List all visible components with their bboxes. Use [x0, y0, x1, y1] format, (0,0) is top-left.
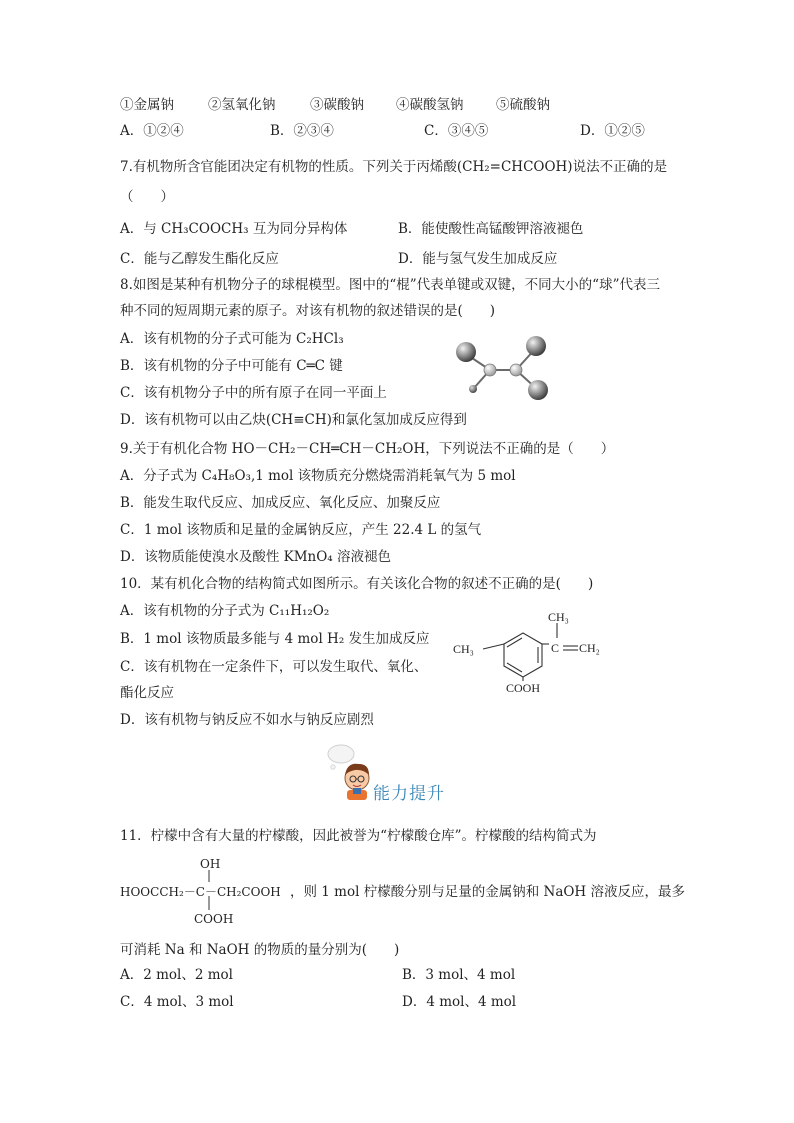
- q6-option-b[interactable]: B．②③④: [270, 123, 334, 139]
- q6-item-1: ①金属钠: [120, 97, 174, 113]
- double-bond-inner-line: [507, 663, 522, 672]
- q11-option-c[interactable]: C．4 mol、3 mol: [120, 994, 234, 1010]
- small-atom-ball: [469, 385, 477, 393]
- medium-atom-ball: [484, 364, 496, 376]
- q6-option-c[interactable]: C．③④⑤: [424, 123, 489, 139]
- carboxyl-label: COOH: [506, 681, 541, 695]
- q9-option-c[interactable]: C．1 mol 该物质和足量的金属钠反应，产生 22.4 L 的氢气: [120, 522, 482, 538]
- q6-item-4: ④碳酸氢钠: [396, 97, 464, 113]
- medium-atom-ball: [510, 364, 522, 376]
- q10-stem: 10．某有机化合物的结构简式如图所示。有关该化合物的叙述不正确的是( ): [120, 576, 594, 592]
- vinyl-carbon-label: C: [551, 641, 560, 655]
- q7-option-b[interactable]: B．能使酸性高锰酸钾溶液褪色: [398, 221, 584, 237]
- q11-struct-cooh: COOH: [194, 912, 234, 926]
- large-atom-ball: [456, 342, 476, 362]
- q10-option-a[interactable]: A．该有机物的分子式为 C₁₁H₁₂O₂: [120, 603, 330, 619]
- q10-option-c-line1[interactable]: C．该有机物在一定条件下，可以发生取代、氧化、: [120, 659, 428, 675]
- q8-option-a[interactable]: A．该有机物的分子式可能为 C₂HCl₃: [120, 331, 344, 347]
- q10-structure-formula: [445, 608, 615, 696]
- q10-option-c-line2: 酯化反应: [120, 685, 174, 701]
- ball-and-stick-model: [450, 332, 560, 404]
- large-atom-ball: [526, 336, 546, 356]
- methylene-label: CH₂: [579, 641, 600, 655]
- q8-option-d[interactable]: D．该有机物可以由乙炔(CH≡CH)和氯化氢加成反应得到: [120, 412, 467, 428]
- q7-option-a[interactable]: A．与 CH₃COOCH₃ 互为同分异构体: [120, 221, 348, 237]
- q11-struct-oh: OH: [200, 857, 221, 871]
- q11-stem-line3: 可消耗 Na 和 NaOH 的物质的量分别为( ): [120, 942, 400, 958]
- q6-item-2: ②氢氧化钠: [208, 97, 276, 113]
- q9-option-a[interactable]: A．分子式为 C₄H₈O₃,1 mol 该物质充分燃烧需消耗氧气为 5 mol: [120, 468, 516, 484]
- q7-option-d[interactable]: D．能与氢气发生加成反应: [398, 251, 558, 267]
- q10-option-d[interactable]: D．该有机物与钠反应不如水与钠反应剧烈: [120, 712, 374, 728]
- q11-stem: 11．柠檬中含有大量的柠檬酸，因此被誉为“柠檬酸仓库”。柠檬酸的结构简式为: [120, 828, 597, 844]
- q6-item-5: ⑤硫酸钠: [496, 97, 550, 113]
- benzene-ring: [504, 633, 542, 677]
- double-bond-inner-line: [507, 638, 522, 647]
- methyl-label-left: CH₃: [453, 642, 474, 656]
- ability-banner: [325, 742, 455, 804]
- q11-option-a[interactable]: A．2 mol、2 mol: [120, 967, 234, 983]
- q8-stem-line1: 8.如图是某种有机物分子的球棍模型。图中的“棍”代表单键或双键，不同大小的“球”代表三: [120, 277, 660, 293]
- bond-to-methyl: [483, 644, 504, 649]
- methyl-label-top: CH₃: [548, 610, 569, 624]
- q7-stem: 7.有机物所含官能团决定有机物的性质。下列关于丙烯酸(CH₂=CHCOOH)说法不正确的是: [120, 159, 668, 175]
- q6-option-d[interactable]: D．①②⑤: [580, 123, 645, 139]
- ability-banner-title: 能力提升: [373, 784, 445, 804]
- q8-option-c[interactable]: C．该有机物分子中的所有原子在同一平面上: [120, 385, 387, 401]
- q9-option-b[interactable]: B．能发生取代反应、加成反应、氧化反应、加聚反应: [120, 495, 441, 511]
- q6-item-3: ③碳酸钠: [310, 97, 364, 113]
- q11-option-d[interactable]: D．4 mol、4 mol: [402, 994, 517, 1010]
- large-atom-ball: [528, 380, 548, 400]
- q11-struct-main: HOOCCH₂－C－CH₂COOH: [120, 885, 281, 899]
- q10-option-b[interactable]: B．1 mol 该物质最多能与 4 mol H₂ 发生加成反应: [120, 631, 430, 647]
- thought-bubble-icon: [328, 745, 354, 763]
- q7-answer-paren: （ ）: [120, 189, 174, 205]
- q11-option-b[interactable]: B．3 mol、4 mol: [402, 967, 516, 983]
- q6-option-a[interactable]: A．①②④: [120, 123, 184, 139]
- q7-option-c[interactable]: C．能与乙醇发生酯化反应: [120, 251, 279, 267]
- q9-stem: 9.关于有机化合物 HO－CH₂－CH═CH－CH₂OH，下列说法不正确的是（ ）: [120, 441, 615, 457]
- q8-stem-line2: 种不同的短周期元素的原子。对该有机物的叙述错误的是( ): [120, 303, 496, 319]
- q9-option-d[interactable]: D．该物质能使溴水及酸性 KMnO₄ 溶液褪色: [120, 549, 391, 565]
- q11-stem-line2: ，则 1 mol 柠檬酸分别与足量的金属钠和 NaOH 溶液反应，最多: [290, 884, 685, 900]
- q8-option-b[interactable]: B．该有机物的分子中可能有 C═C 键: [120, 358, 343, 374]
